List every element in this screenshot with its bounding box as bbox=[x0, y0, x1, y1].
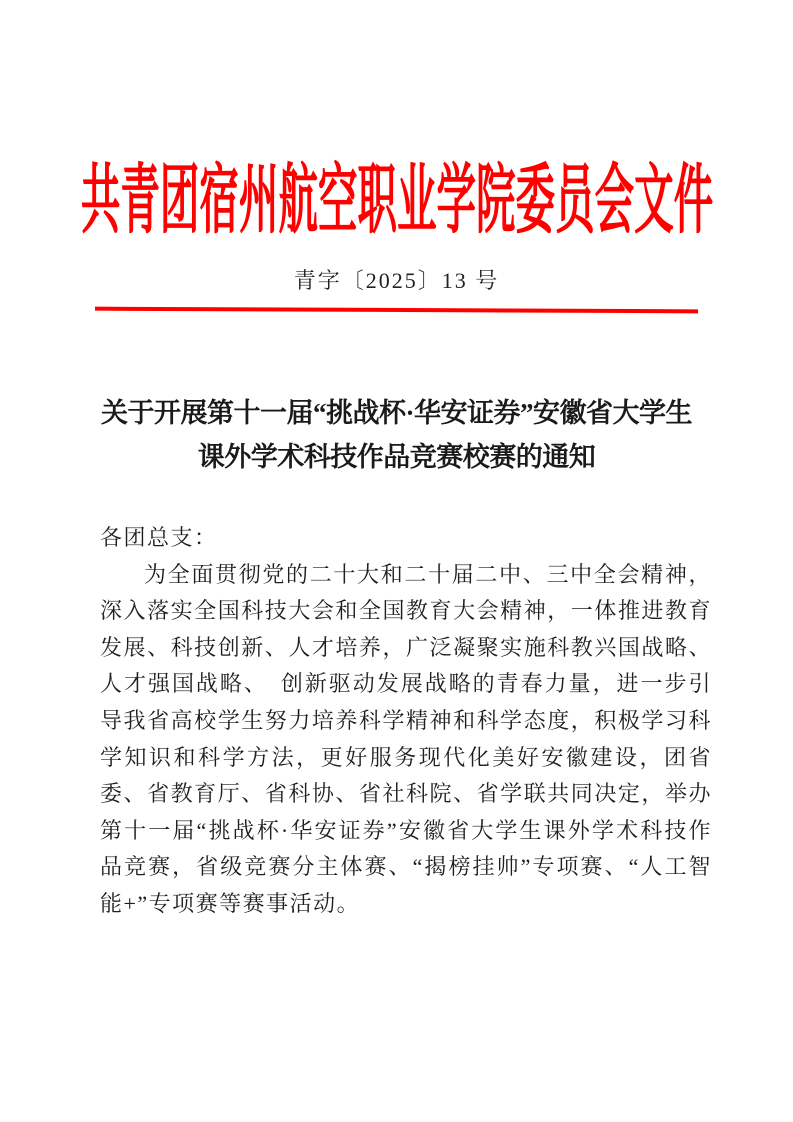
body-paragraph: 为全面贯彻党的二十大和二十届二中、三中全会精神，深入落实全国科技大会和全国教育大会精神，一体推进教育发展、科技创新、人才培养，广泛凝聚实施科教兴国战略、人才强国战略、 创新驱动发展战略的青春力量，进一步引导我省高校学生努力培养科学精神和科学态度，积极学习科学知识和科学方法，更好服务现代化美好安徽建设，团省委、省教育厅、省科协、省社科院、省学联共同决定，举办第十一届“挑战杯·华安证券”安徽省大学生课外学术科技作品竞赛，省级竞赛分主体赛、“揭榜挂帅”专项赛、“人工智能+”专项赛等赛事活动。 bbox=[100, 561, 712, 916]
notice-title-line2: 课外学术科技作品竞赛校赛的通知 bbox=[197, 442, 596, 472]
notice-title bbox=[0, 391, 793, 479]
org-banner-title: 共青团宿州航空职业学院委员会文件 bbox=[80, 159, 713, 243]
notice-title-line1: 关于开展第十一届“挑战杯·华安证券”安徽省大学生 bbox=[100, 398, 692, 428]
red-divider-line bbox=[95, 307, 698, 314]
document-number: 青字〔2025〕13 号 bbox=[293, 268, 500, 293]
document-body bbox=[100, 520, 712, 923]
salutation: 各团总支： bbox=[100, 525, 218, 550]
document-header bbox=[0, 158, 793, 244]
